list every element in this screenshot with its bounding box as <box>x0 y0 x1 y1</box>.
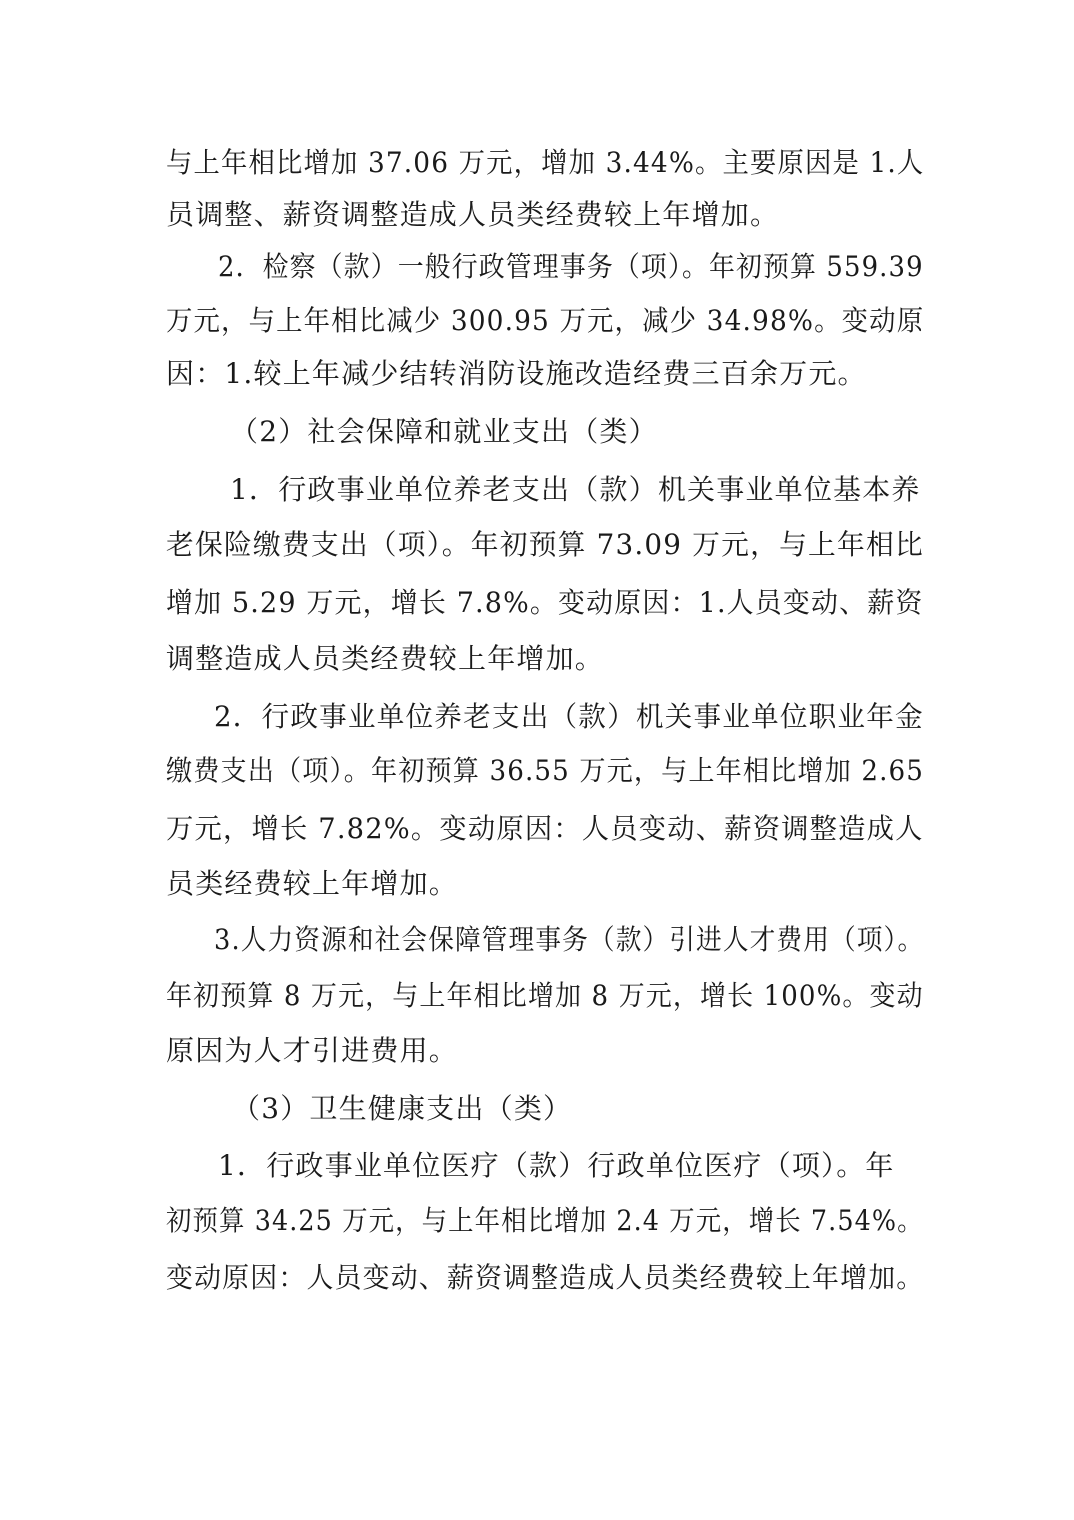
text-line: 1．行政事业单位养老支出（款）机关事业单位基本养 <box>230 473 921 506</box>
text-line: 2．检察（款）一般行政管理事务（项）。年初预算 559.39 <box>218 250 924 283</box>
text-line: 员调整、薪资调整造成人员类经费较上年增加。 <box>166 198 780 231</box>
text-line: 因：1.较上年减少结转消防设施改造经费三百余万元。 <box>166 357 867 390</box>
text-line: 员类经费较上年增加。 <box>166 867 459 900</box>
text-line: 2．行政事业单位养老支出（款）机关事业单位职业年金 <box>214 700 924 733</box>
text-line: 变动原因：人员变动、薪资调整造成人员类经费较上年增加。 <box>166 1261 925 1294</box>
text-line: 万元，增长 7.82%。变动原因：人员变动、薪资调整造成人 <box>166 812 924 845</box>
text-line: 增加 5.29 万元，增长 7.8%。变动原因：1.人员变动、薪资 <box>166 586 924 619</box>
text-line: 调整造成人员类经费较上年增加。 <box>166 642 605 675</box>
text-line: 3.人力资源和社会保障管理事务（款）引进人才费用（项）。 <box>214 923 925 956</box>
section-heading: （2）社会保障和就业支出（类） <box>230 415 658 448</box>
text-line: 1．行政事业单位医疗（款）行政单位医疗（项）。年 <box>218 1149 895 1182</box>
section-heading: （3）卫生健康支出（类） <box>232 1092 573 1125</box>
text-line: 与上年相比增加 37.06 万元，增加 3.44%。主要原因是 1.人 <box>166 146 925 179</box>
text-line: 初预算 34.25 万元，与上年相比增加 2.4 万元，增长 7.54%。 <box>166 1204 924 1237</box>
text-line: 年初预算 8 万元，与上年相比增加 8 万元，增长 100%。变动 <box>166 979 924 1012</box>
text-line: 万元，与上年相比减少 300.95 万元，减少 34.98%。变动原 <box>166 304 925 337</box>
text-line: 原因为人才引进费用。 <box>166 1034 459 1067</box>
text-line: 缴费支出（项）。年初预算 36.55 万元，与上年相比增加 2.65 <box>166 754 925 787</box>
text-line: 老保险缴费支出（项）。年初预算 73.09 万元，与上年相比 <box>166 528 924 561</box>
